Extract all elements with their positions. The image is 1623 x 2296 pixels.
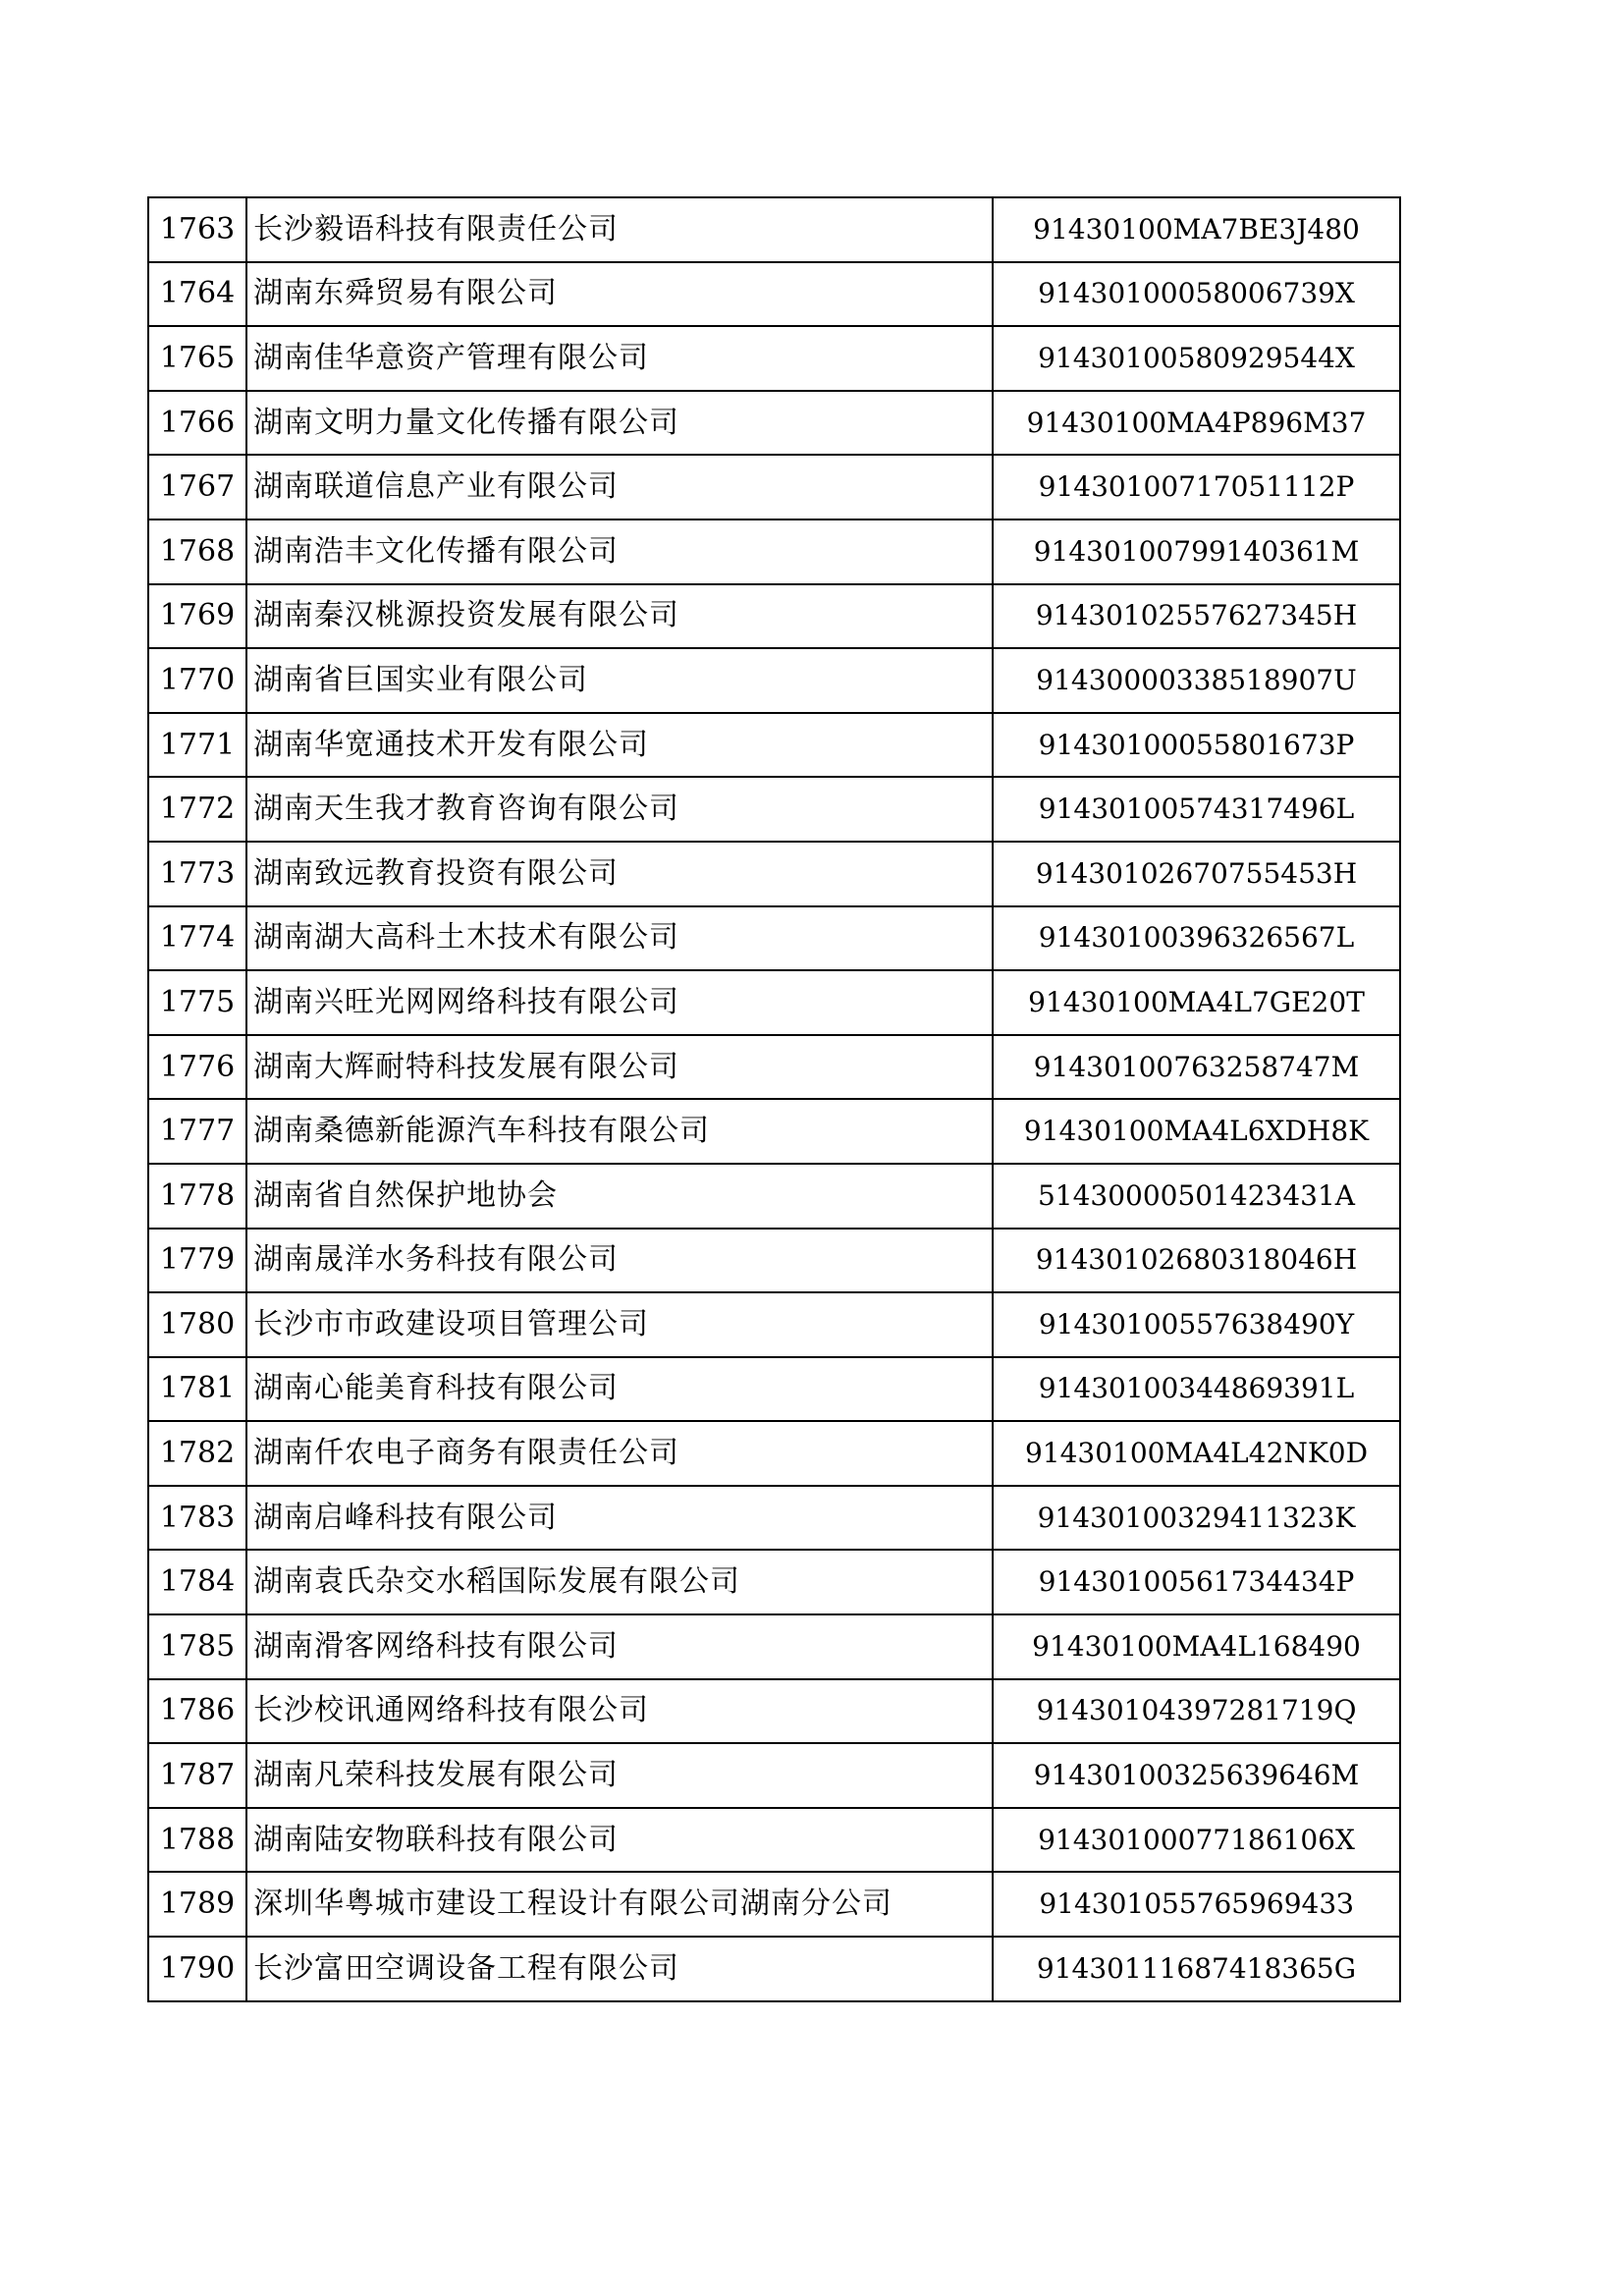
table-row	[148, 1035, 1400, 1100]
table-row	[148, 1743, 1400, 1808]
table-row	[148, 777, 1400, 842]
row-index: 1767	[148, 455, 246, 519]
company-name: 湖南凡荣科技发展有限公司	[246, 1743, 993, 1808]
company-registry-table	[147, 196, 1401, 2002]
company-name: 湖南袁氏杂交水稻国际发展有限公司	[246, 1550, 993, 1614]
table-row	[148, 1229, 1400, 1293]
company-name: 湖南东舜贸易有限公司	[246, 262, 993, 327]
table-row	[148, 1872, 1400, 1937]
table-row	[148, 1099, 1400, 1164]
table-row	[148, 519, 1400, 584]
table-row	[148, 262, 1400, 327]
company-name: 湖南湖大高科土木技术有限公司	[246, 906, 993, 971]
company-name: 湖南省巨国实业有限公司	[246, 648, 993, 713]
company-name: 湖南浩丰文化传播有限公司	[246, 519, 993, 584]
company-name: 湖南省自然保护地协会	[246, 1164, 993, 1229]
table-row	[148, 584, 1400, 649]
credit-code: 91430100MA4L6XDH8K	[993, 1099, 1400, 1164]
table-row	[148, 842, 1400, 906]
row-index: 1774	[148, 906, 246, 971]
table-row	[148, 713, 1400, 778]
table-body	[148, 197, 1400, 2001]
row-index: 1781	[148, 1357, 246, 1422]
credit-code: 91430000338518907U	[993, 648, 1400, 713]
company-name: 深圳华粤城市建设工程设计有限公司湖南分公司	[246, 1872, 993, 1937]
credit-code: 91430100574317496L	[993, 777, 1400, 842]
credit-code: 91430111687418365G	[993, 1937, 1400, 2001]
row-index: 1785	[148, 1614, 246, 1679]
credit-code: 91430100MA4L168490	[993, 1614, 1400, 1679]
table-row	[148, 970, 1400, 1035]
table-row	[148, 1614, 1400, 1679]
credit-code: 91430100MA7BE3J480	[993, 197, 1400, 262]
table-row	[148, 1486, 1400, 1551]
credit-code: 91430102557627345H	[993, 584, 1400, 649]
company-name: 湖南佳华意资产管理有限公司	[246, 326, 993, 391]
row-index: 1773	[148, 842, 246, 906]
credit-code: 91430100561734434P	[993, 1550, 1400, 1614]
row-index: 1788	[148, 1808, 246, 1873]
company-name: 长沙校讯通网络科技有限公司	[246, 1679, 993, 1744]
company-name: 湖南心能美育科技有限公司	[246, 1357, 993, 1422]
company-name: 湖南秦汉桃源投资发展有限公司	[246, 584, 993, 649]
row-index: 1765	[148, 326, 246, 391]
table-row	[148, 326, 1400, 391]
table-row	[148, 391, 1400, 456]
row-index: 1777	[148, 1099, 246, 1164]
company-name: 湖南致远教育投资有限公司	[246, 842, 993, 906]
company-name: 湖南陆安物联科技有限公司	[246, 1808, 993, 1873]
row-index: 1775	[148, 970, 246, 1035]
row-index: 1784	[148, 1550, 246, 1614]
row-index: 1771	[148, 713, 246, 778]
row-index: 1789	[148, 1872, 246, 1937]
company-name: 湖南启峰科技有限公司	[246, 1486, 993, 1551]
table-row	[148, 1421, 1400, 1486]
company-name: 湖南华宽通技术开发有限公司	[246, 713, 993, 778]
table-row	[148, 1808, 1400, 1873]
credit-code: 91430102670755453H	[993, 842, 1400, 906]
row-index: 1776	[148, 1035, 246, 1100]
row-index: 1778	[148, 1164, 246, 1229]
table-row	[148, 197, 1400, 262]
credit-code: 91430100557638490Y	[993, 1292, 1400, 1357]
row-index: 1786	[148, 1679, 246, 1744]
row-index: 1764	[148, 262, 246, 327]
row-index: 1772	[148, 777, 246, 842]
credit-code: 91430100799140361M	[993, 519, 1400, 584]
table-row	[148, 1357, 1400, 1422]
company-name: 湖南晟洋水务科技有限公司	[246, 1229, 993, 1293]
credit-code: 91430100MA4P896M37	[993, 391, 1400, 456]
credit-code: 91430105576596943З	[993, 1872, 1400, 1937]
row-index: 1779	[148, 1229, 246, 1293]
credit-code: 91430100325639646M	[993, 1743, 1400, 1808]
credit-code: 91430102680318046H	[993, 1229, 1400, 1293]
credit-code: 91430100077186106X	[993, 1808, 1400, 1873]
company-name: 湖南桑德新能源汽车科技有限公司	[246, 1099, 993, 1164]
credit-code: 91430100055801673P	[993, 713, 1400, 778]
table-row	[148, 648, 1400, 713]
credit-code: 91430100717051112P	[993, 455, 1400, 519]
company-name: 湖南联道信息产业有限公司	[246, 455, 993, 519]
company-name: 湖南滑客网络科技有限公司	[246, 1614, 993, 1679]
company-name: 湖南仟农电子商务有限责任公司	[246, 1421, 993, 1486]
table-row	[148, 1292, 1400, 1357]
row-index: 1780	[148, 1292, 246, 1357]
credit-code: 91430100763258747M	[993, 1035, 1400, 1100]
company-name: 湖南文明力量文化传播有限公司	[246, 391, 993, 456]
row-index: 1782	[148, 1421, 246, 1486]
company-name: 湖南天生我才教育咨询有限公司	[246, 777, 993, 842]
row-index: 1787	[148, 1743, 246, 1808]
row-index: 1766	[148, 391, 246, 456]
credit-code: 91430104397281719Q	[993, 1679, 1400, 1744]
table-row	[148, 1679, 1400, 1744]
row-index: 1770	[148, 648, 246, 713]
company-name: 长沙市市政建设项目管理公司	[246, 1292, 993, 1357]
table-row	[148, 1164, 1400, 1229]
credit-code: 91430100344869391L	[993, 1357, 1400, 1422]
table-row	[148, 906, 1400, 971]
credit-code: 91430100329411323K	[993, 1486, 1400, 1551]
company-name: 长沙富田空调设备工程有限公司	[246, 1937, 993, 2001]
row-index: 1768	[148, 519, 246, 584]
row-index: 1763	[148, 197, 246, 262]
table-row	[148, 1937, 1400, 2001]
row-index: 1783	[148, 1486, 246, 1551]
credit-code: 91430100MA4L42NK0D	[993, 1421, 1400, 1486]
row-index: 1769	[148, 584, 246, 649]
credit-code: 91430100396326567L	[993, 906, 1400, 971]
company-name: 湖南大辉耐特科技发展有限公司	[246, 1035, 993, 1100]
credit-code: 91430100MA4L7GE20T	[993, 970, 1400, 1035]
company-name: 长沙毅语科技有限责任公司	[246, 197, 993, 262]
table-row	[148, 455, 1400, 519]
credit-code: 51430000501423431A	[993, 1164, 1400, 1229]
table-row	[148, 1550, 1400, 1614]
company-name: 湖南兴旺光网网络科技有限公司	[246, 970, 993, 1035]
credit-code: 91430100580929544X	[993, 326, 1400, 391]
credit-code: 91430100058006739X	[993, 262, 1400, 327]
row-index: 1790	[148, 1937, 246, 2001]
